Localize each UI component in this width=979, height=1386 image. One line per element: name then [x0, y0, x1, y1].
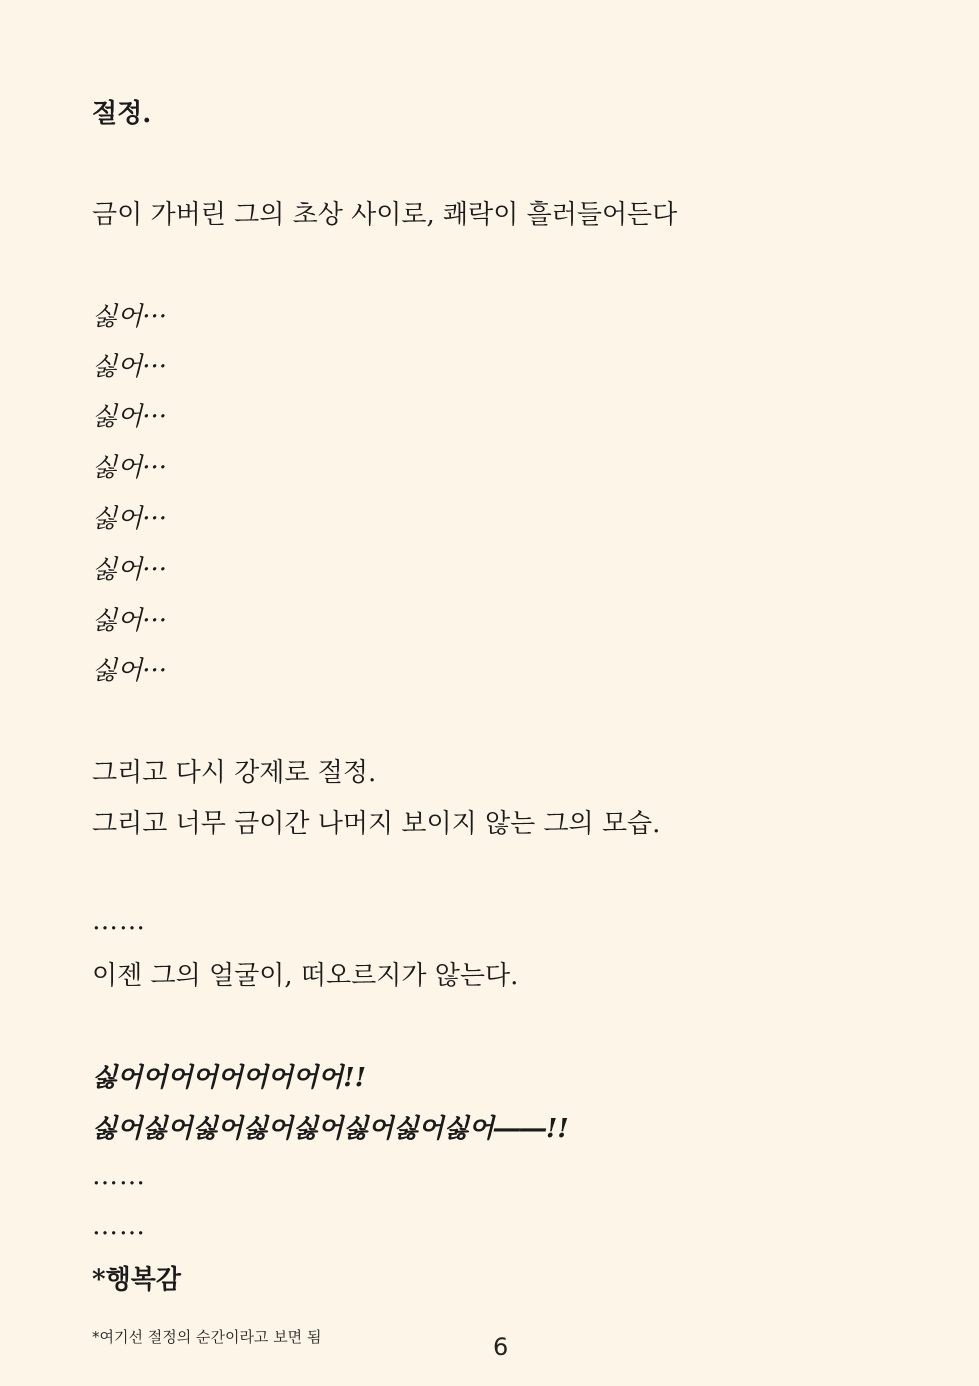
- text-line-scream-repeat: 싫어싫어싫어싫어싫어싫어싫어싫어――!!: [92, 1114, 569, 1144]
- text-line-again: 그리고 다시 강제로 절정.: [92, 758, 377, 788]
- text-line-ellipsis: ……: [92, 906, 146, 936]
- text-line-face: 이젠 그의 얼굴이, 떠오르지가 않는다.: [92, 961, 519, 991]
- text-line-sireo: 싫어···: [92, 606, 168, 636]
- text-line-sireo: 싫어···: [92, 453, 168, 483]
- text-line-happiness: *행복감: [92, 1265, 181, 1295]
- text-line-ellipsis: ……: [92, 1161, 146, 1191]
- text-line-sireo: 싫어···: [92, 656, 168, 686]
- page-number: 6: [493, 1333, 509, 1361]
- text-line-portrait: 금이 가버린 그의 초상 사이로, 쾌락이 흘러들어든다: [92, 200, 678, 230]
- text-line-sireo: 싫어···: [92, 555, 168, 585]
- text-line-sireo: 싫어···: [92, 402, 168, 432]
- text-line-sireo: 싫어···: [92, 302, 168, 332]
- text-line-sireo: 싫어···: [92, 504, 168, 534]
- text-line-scream: 싫어어어어어어어어어!!: [92, 1063, 366, 1093]
- text-line-climax: 절정.: [92, 99, 152, 129]
- text-line-figure: 그리고 너무 금이간 나머지 보이지 않는 그의 모습.: [92, 809, 661, 839]
- text-line-sireo: 싫어···: [92, 352, 168, 382]
- footnote: *여기선 절정의 순간이라고 보면 됨: [92, 1328, 322, 1346]
- text-line-ellipsis: ……: [92, 1211, 146, 1241]
